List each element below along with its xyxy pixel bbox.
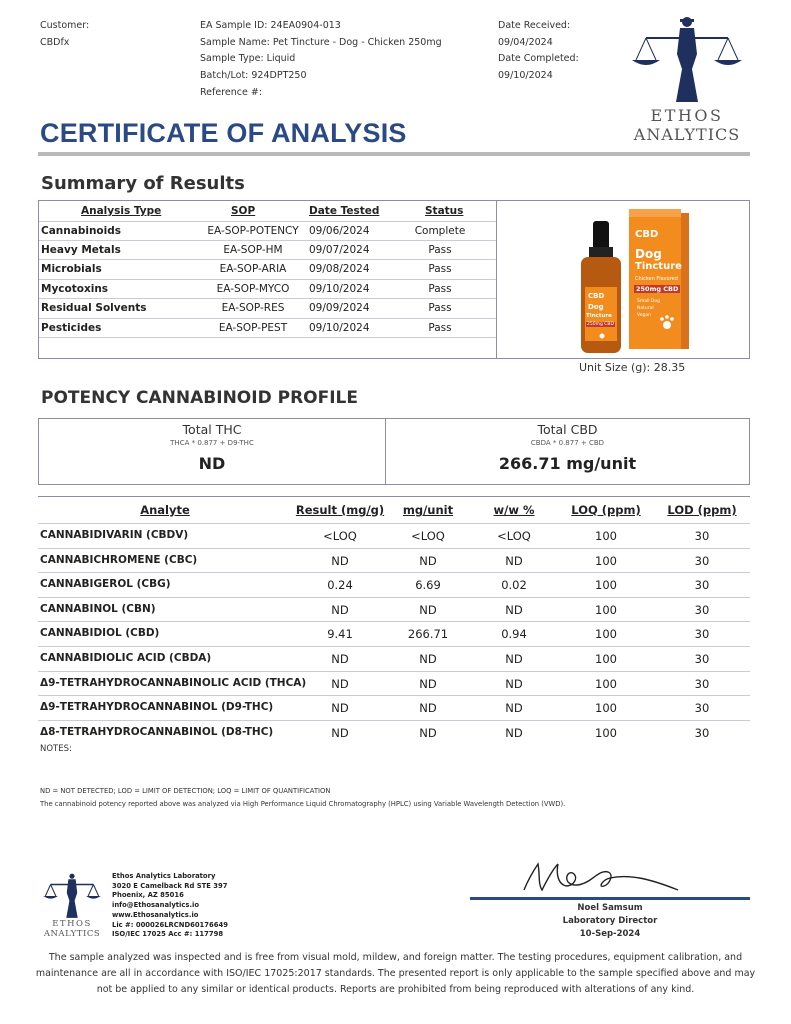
analyte-value: ND: [505, 652, 523, 666]
product-features: [637, 298, 660, 319]
lab-license: Lic #: 000026LRCND60176649: [112, 920, 228, 929]
analyte-value: ND: [331, 725, 349, 740]
summary-row: [39, 241, 496, 261]
summary-col-status: Status: [425, 205, 464, 217]
bottle-name: Dog: [588, 303, 604, 311]
lab-email: info@Ethosanalytics.io: [112, 901, 200, 910]
product-name-line1: Dog: [635, 247, 662, 261]
summary-row: [39, 299, 496, 319]
customer-name: CBDfx: [40, 36, 70, 48]
total-cbd-formula: CBDA * 0.877 + CBD: [530, 439, 605, 447]
summary-row: [39, 221, 496, 241]
analyte-value: ND: [419, 602, 437, 617]
analyte-value: ND: [419, 553, 437, 568]
product-image-box: [496, 200, 750, 359]
analyte-value: 30: [694, 578, 710, 593]
signer-title: Laboratory Director: [562, 916, 658, 926]
lab-logo-text-ethos: ETHOS: [52, 919, 92, 929]
analyte-value: ND: [505, 602, 523, 617]
lab-address-line: Phoenix, AZ 85016: [112, 891, 184, 900]
analyte-value: 9.41: [327, 627, 353, 642]
product-feature: Vegan: [637, 313, 651, 318]
date-completed: 09/10/2024: [498, 70, 553, 82]
analyte-value: 100: [595, 701, 617, 716]
bottle-strength: 250mg CBD: [587, 322, 614, 327]
analyte-row: [38, 548, 750, 573]
batch-lot: Batch/Lot: 924DPT250: [200, 70, 307, 82]
summary-row: [39, 260, 496, 280]
summary-heading: Summary of Results: [41, 173, 245, 194]
summary-cell: Pass: [428, 243, 452, 256]
summary-cell: Pesticides: [41, 321, 102, 334]
total-thc-label: Total THC: [182, 422, 242, 437]
analyte-value: ND: [331, 602, 349, 617]
sample-name: Sample Name: Pet Tincture - Dog - Chicken 250mg: [200, 36, 442, 48]
analyte-value: ND: [331, 676, 349, 691]
summary-cell: EA-SOP-RES: [221, 302, 285, 314]
analyte-name: CANNABIDIOL (CBD): [40, 627, 160, 640]
col-lod: LOD (ppm): [667, 503, 737, 517]
signature-date: 10-Sep-2024: [579, 929, 641, 939]
product-name-line2: Tincture: [635, 261, 682, 272]
analyte-value: 30: [694, 627, 710, 642]
analyte-name: Δ9-TETRAHYDROCANNABINOLIC ACID (THCA): [40, 676, 307, 689]
analyte-row: [38, 621, 750, 646]
analyte-value: 30: [694, 676, 710, 691]
lab-logo-small: [36, 872, 108, 942]
analyte-value: ND: [505, 701, 523, 716]
analyte-value: 0.02: [501, 578, 527, 593]
date-completed-label: Date Completed:: [498, 53, 579, 65]
total-thc-box: [38, 418, 386, 485]
analyte-value: 30: [694, 652, 710, 666]
unit-size: Unit Size (g): 28.35: [579, 361, 686, 374]
summary-cell: Complete: [414, 225, 466, 237]
analyte-value: 100: [595, 676, 617, 691]
signature-image: [518, 856, 688, 898]
product-strength: 250mg CBD: [636, 285, 679, 293]
footer-disclaimer: The sample analyzed was inspected and is free from visual mold, mildew, and foreign matter. The testing procedures, equipment calibration, and maintenance are all in accordance with ISO/IEC 17025:2017 standards. The presented report is only applicable to the sample specified above and may not be applied to any similar or identical products. Reports are prohibited from being reproduced with alterations of any kind.: [35, 952, 756, 996]
notes-definitions: ND = NOT DETECTED; LOD = LIMIT OF DETECTION; LOQ = LIMIT OF QUANTIFICATION: [40, 787, 331, 795]
summary-cell: Pass: [428, 321, 452, 334]
ethos-logo: [622, 14, 752, 146]
lab-address: [112, 872, 228, 940]
product-flavor: Chicken Flavored: [635, 276, 678, 282]
analyte-value: 266.71: [407, 627, 449, 642]
bottle-name-line2: Tincture: [586, 313, 612, 319]
date-received-label: Date Received:: [498, 20, 571, 31]
analyte-value: ND: [505, 725, 523, 740]
analyte-value: ND: [419, 676, 437, 691]
analyte-value: 30: [694, 701, 710, 716]
analyte-name: CANNABIDIOLIC ACID (CBDA): [40, 652, 212, 664]
analyte-value: 0.24: [327, 578, 353, 593]
notes-label: NOTES:: [40, 744, 72, 754]
analyte-value: 100: [595, 553, 617, 568]
summary-cell: EA-SOP-MYCO: [216, 282, 290, 295]
summary-cell: EA-SOP-PEST: [218, 321, 288, 334]
analyte-value: 30: [694, 725, 710, 740]
summary-cell: Residual Solvents: [41, 302, 147, 314]
lab-address-line: Ethos Analytics Laboratory: [112, 872, 216, 880]
summary-cell: Microbials: [41, 263, 102, 275]
analyte-value: ND: [505, 676, 523, 691]
signature-line: [470, 897, 750, 900]
analyte-value: ND: [331, 652, 349, 666]
analyte-name: Δ8-TETRAHYDROCANNABINOL (D8-THC): [40, 725, 274, 738]
bottle-brand: CBD: [588, 292, 605, 300]
summary-cell: EA-SOP-HM: [223, 243, 283, 256]
notes-method: The cannabinoid potency reported above was analyzed via High Performance Liquid Chromatography (HPLC) using Variable Wavelength Detection (VWD).: [40, 800, 566, 808]
analyte-name: Δ9-TETRAHYDROCANNABINOL (D9-THC): [40, 701, 274, 714]
summary-cell: EA-SOP-ARIA: [219, 263, 287, 275]
scales-of-justice-icon: [36, 872, 108, 920]
summary-cell: Mycotoxins: [41, 282, 109, 295]
analyte-value: ND: [331, 553, 349, 568]
summary-table: [38, 200, 496, 359]
analyte-value: 100: [595, 602, 617, 617]
total-thc-formula: THCA * 0.877 + D9-THC: [170, 439, 254, 447]
summary-col-date-tested: Date Tested: [309, 205, 380, 217]
summary-cell: 09/10/2024: [309, 282, 370, 295]
analyte-value: 0.94: [501, 627, 527, 642]
sample-type: Sample Type: Liquid: [200, 53, 296, 65]
summary-cell: Pass: [428, 263, 452, 275]
analyte-value: 100: [595, 578, 617, 593]
summary-cell: Pass: [428, 282, 452, 295]
summary-cell: 09/09/2024: [309, 302, 370, 314]
total-cbd-box: [386, 418, 750, 485]
summary-cell: 09/06/2024: [309, 225, 370, 237]
logo-text-ethos: ETHOS: [650, 106, 724, 125]
analyte-value: 30: [694, 602, 710, 617]
title-divider: [38, 152, 750, 156]
total-cbd-label: Total CBD: [537, 422, 598, 437]
analyte-value: <LOQ: [323, 529, 357, 543]
summary-row: [39, 280, 496, 300]
analyte-name: CANNABINOL (CBN): [40, 602, 156, 615]
product-brand: CBD: [635, 229, 659, 240]
lab-accreditation: ISO/IEC 17025 Acc #: 117798: [112, 930, 224, 939]
sample-info-block: [200, 18, 442, 102]
lab-website: www.Ethosanalytics.io: [112, 910, 199, 919]
analyte-value: ND: [331, 701, 349, 716]
summary-row: [39, 319, 496, 339]
summary-cell: Cannabinoids: [41, 225, 121, 237]
cannabinoid-table: [38, 496, 750, 744]
potency-heading: POTENCY CANNABINOID PROFILE: [41, 388, 358, 408]
col-result: Result (mg/g): [295, 503, 385, 517]
scales-of-justice-icon: [622, 14, 752, 106]
customer-label: Customer:: [40, 20, 90, 31]
analyte-row: [38, 646, 750, 671]
total-cbd-value: 266.71 mg/unit: [498, 454, 637, 473]
analyte-row: [38, 671, 750, 696]
signer-name: Noel Samsum: [577, 903, 643, 913]
analyte-row: [38, 695, 750, 720]
summary-col-sop: SOP: [231, 205, 256, 217]
product-feature: Natural: [637, 306, 654, 311]
analyte-value: 100: [595, 529, 617, 543]
customer-block: [40, 18, 89, 51]
analyte-row: [38, 720, 750, 745]
col-analyte: Analyte: [140, 503, 190, 517]
col-mg-unit: mg/unit: [402, 503, 454, 517]
summary-cell: 09/08/2024: [309, 263, 370, 275]
date-received: 09/04/2024: [498, 36, 553, 48]
document-title: CERTIFICATE OF ANALYSIS: [40, 118, 407, 148]
analyte-row: [38, 597, 750, 622]
summary-col-analysis-type: Analysis Type: [81, 205, 162, 217]
summary-cell: 09/10/2024: [309, 321, 370, 334]
analyte-name: CANNABIDIVARIN (CBDV): [40, 529, 189, 541]
total-thc-value: ND: [198, 454, 226, 473]
lab-address-line: 3020 E Camelback Rd STE 397: [112, 881, 228, 890]
col-loq: LOQ (ppm): [571, 503, 641, 517]
analyte-value: ND: [419, 701, 437, 716]
analyte-value: ND: [419, 725, 437, 740]
analyte-value: ND: [419, 652, 437, 666]
analyte-value: 100: [595, 627, 617, 642]
logo-text-analytics: ANALYTICS: [633, 125, 741, 144]
analyte-value: 100: [595, 725, 617, 740]
summary-cell: EA-SOP-POTENCY: [207, 225, 299, 237]
product-feature: Small Dog: [637, 299, 661, 304]
summary-cell: 09/07/2024: [309, 243, 370, 256]
summary-cell: Pass: [428, 302, 452, 314]
analyte-row: [38, 572, 750, 597]
analyte-value: ND: [505, 553, 523, 568]
analyte-value: 6.69: [415, 578, 441, 593]
sample-id: EA Sample ID: 24EA0904-013: [200, 20, 341, 31]
analyte-row: [38, 523, 750, 548]
lab-logo-text-analytics: ANALYTICS: [43, 929, 101, 939]
analyte-name: CANNABIGEROL (CBG): [40, 578, 171, 591]
analyte-name: CANNABICHROMENE (CBC): [40, 553, 198, 566]
product-image: [497, 201, 749, 358]
summary-cell: Heavy Metals: [41, 243, 121, 256]
dates-block: [498, 18, 579, 85]
analyte-value: 100: [595, 652, 617, 666]
analyte-value: 30: [694, 529, 710, 543]
analyte-value: <LOQ: [497, 529, 531, 543]
analyte-value: 30: [694, 553, 710, 568]
col-ww-percent: w/w %: [493, 503, 535, 517]
reference-number: Reference #:: [200, 86, 263, 98]
analyte-value: <LOQ: [411, 529, 445, 543]
